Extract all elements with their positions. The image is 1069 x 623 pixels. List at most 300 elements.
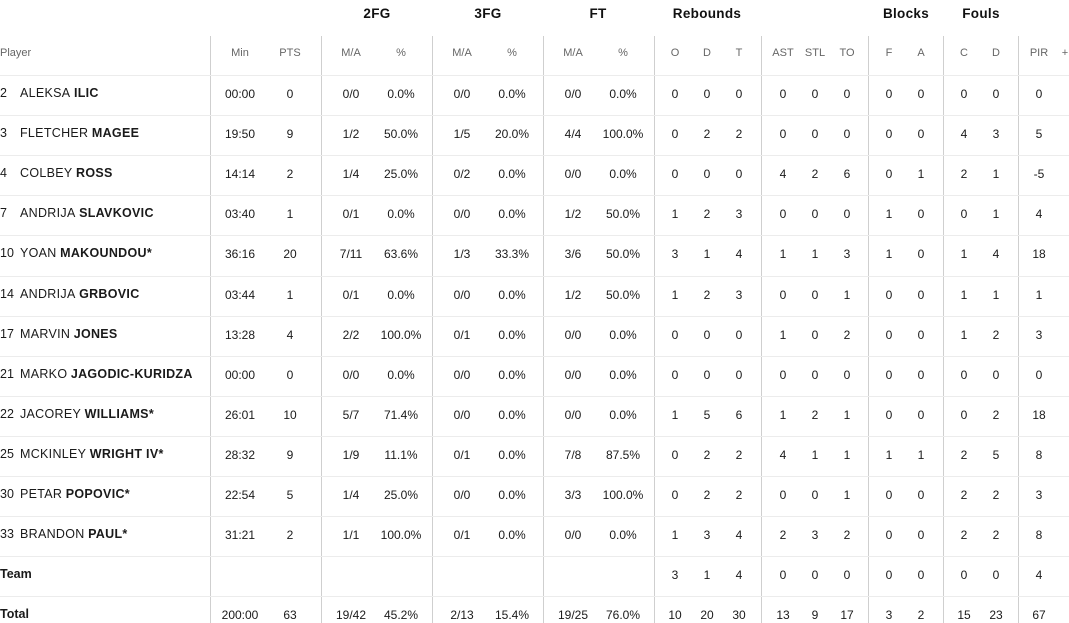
stat-cell: 1 <box>671 528 679 543</box>
player-first-name: COLBEY <box>20 166 73 181</box>
column-header: M/A <box>563 47 583 59</box>
player-last-name: JONES <box>73 326 118 341</box>
stat-cell: 4 <box>779 167 787 182</box>
stat-cell: 1 <box>843 287 851 302</box>
stat-cell: 0 <box>703 327 711 342</box>
stat-cell: 8 <box>1035 447 1043 462</box>
stat-cell: 50.0% <box>605 207 641 222</box>
stat-cell: 0 <box>1035 87 1043 101</box>
group-header: 3FG <box>474 6 502 21</box>
stat-cell: 1 <box>703 247 711 262</box>
stat-cell: 4 <box>286 327 294 342</box>
stat-cell: 0/0 <box>453 488 471 502</box>
stat-cell: 1 <box>917 447 925 462</box>
column-header: AST <box>772 47 794 59</box>
stat-cell: 3 <box>703 528 711 543</box>
stat-cell: 0 <box>843 207 851 222</box>
column-header: PTS <box>279 47 301 59</box>
stat-cell: 4/4 <box>564 127 582 142</box>
player-last-name: WRIGHT IV* <box>89 446 164 461</box>
stat-cell: 0 <box>286 367 294 382</box>
stat-cell: 00:00 <box>224 87 256 101</box>
stat-cell: 1 <box>917 167 925 182</box>
stat-cell: 2 <box>703 488 711 502</box>
stat-cell: 31:21 <box>224 528 256 543</box>
stat-cell: 0.0% <box>498 207 526 222</box>
stat-cell: 1 <box>703 568 711 583</box>
stat-cell: 0 <box>885 568 893 583</box>
stat-cell: 0 <box>917 488 925 502</box>
stat-cell: 45.2% <box>383 608 419 623</box>
stat-cell: 4 <box>992 247 1000 262</box>
stat-cell: 0 <box>885 327 893 342</box>
player-first-name: MCKINLEY <box>20 446 87 461</box>
stat-cell: 0 <box>992 367 1000 382</box>
stat-cell: 0 <box>671 87 679 101</box>
stat-cell: 1/5 <box>453 127 471 142</box>
stat-cell: 17 <box>840 608 854 623</box>
row-divider <box>0 596 1069 597</box>
stat-cell: 0.0% <box>498 167 526 182</box>
stat-cell: 0 <box>917 287 925 302</box>
column-divider <box>321 36 322 623</box>
stat-cell: 0.0% <box>609 327 637 342</box>
stat-cell: 0/0 <box>564 87 582 101</box>
stat-cell: 1/4 <box>342 488 360 502</box>
stat-cell: 0 <box>960 407 968 422</box>
column-divider <box>543 36 544 623</box>
stat-cell: 0 <box>671 447 679 462</box>
stat-cell: 11.1% <box>384 447 418 462</box>
player-first-name: FLETCHER <box>20 126 89 141</box>
stat-cell: 2 <box>960 167 968 182</box>
stat-cell: 4 <box>1035 568 1043 583</box>
player-number: 17 <box>0 326 14 341</box>
stat-cell: 200:00 <box>221 608 259 623</box>
stat-cell: 22:54 <box>224 488 256 502</box>
player-last-name: JAGODIC-KURIDZA <box>70 366 193 381</box>
stat-cell: 1 <box>671 407 679 422</box>
group-header: Fouls <box>962 6 1000 21</box>
player-number: 2 <box>0 86 7 100</box>
stat-cell: 0 <box>917 207 925 222</box>
stat-cell: 63.6% <box>383 247 419 262</box>
stat-cell: 50.0% <box>605 247 641 262</box>
stat-cell: 0.0% <box>498 367 526 382</box>
stat-cell: 100.0% <box>602 127 644 142</box>
stat-cell: 0/0 <box>453 87 471 101</box>
stat-cell: 20 <box>700 608 714 623</box>
stat-cell: 0 <box>286 87 294 101</box>
player-first-name: YOAN <box>20 246 57 261</box>
stat-cell: 0/0 <box>453 367 471 382</box>
stat-cell: 13:28 <box>224 327 256 342</box>
stat-cell: 0 <box>843 127 851 142</box>
stat-cell: 9 <box>811 608 819 623</box>
stat-cell: 2 <box>735 447 743 462</box>
stat-cell: 13 <box>776 608 790 623</box>
stat-cell: 3 <box>671 568 679 583</box>
stat-cell: 0.0% <box>609 87 637 101</box>
stat-cell: 0/0 <box>453 407 471 422</box>
player-last-name: GRBOVIC <box>79 286 140 301</box>
stat-cell: 4 <box>960 127 968 142</box>
stat-cell: 7/8 <box>564 447 582 462</box>
stat-cell: 0 <box>671 167 679 182</box>
stat-cell: 0 <box>735 327 743 342</box>
player-number: 21 <box>0 366 14 381</box>
player-name[interactable] <box>0 487 130 501</box>
player-last-name: SLAVKOVIC <box>79 206 154 221</box>
group-header: 2FG <box>363 6 391 21</box>
stat-cell: 0.0% <box>498 528 526 543</box>
stat-cell: 100.0% <box>380 528 422 543</box>
stat-cell: 2 <box>960 447 968 462</box>
stat-cell: 0 <box>960 367 968 382</box>
stat-cell: 0 <box>735 167 743 182</box>
stat-cell: 1 <box>671 207 679 222</box>
stat-cell: 1/3 <box>453 247 471 262</box>
player-column-header: Player <box>0 47 32 59</box>
group-header: Blocks <box>882 6 930 21</box>
player-last-name: PAUL* <box>88 527 128 542</box>
stat-cell: 9 <box>286 127 294 142</box>
stat-cell: 0 <box>917 127 925 142</box>
player-number: 22 <box>0 406 14 421</box>
column-header: PIR <box>1029 47 1049 59</box>
row-divider <box>0 436 1069 437</box>
player-last-name: MAGEE <box>91 126 140 141</box>
stat-cell: 1 <box>960 287 968 302</box>
stat-cell: 0/0 <box>564 528 582 543</box>
stat-cell: 5 <box>992 447 1000 462</box>
stat-cell: 1 <box>992 207 1000 222</box>
stat-cell: 0 <box>885 528 893 543</box>
stat-cell: 0 <box>843 367 851 382</box>
column-divider <box>761 36 762 623</box>
stat-cell: 1 <box>811 247 819 262</box>
stat-cell: 18 <box>1032 407 1046 422</box>
stat-cell: 0.0% <box>609 528 637 543</box>
stat-cell: 33.3% <box>494 247 530 262</box>
stat-cell: 0 <box>885 367 893 382</box>
stat-cell: 2 <box>960 528 968 543</box>
row-divider <box>0 396 1069 397</box>
row-divider <box>0 155 1069 156</box>
team-label: Team <box>0 567 32 582</box>
stat-cell: 0 <box>992 87 1000 101</box>
stat-cell: 2 <box>992 528 1000 543</box>
stat-cell: 100.0% <box>602 488 644 502</box>
player-number: 4 <box>0 166 7 181</box>
stat-cell: 1 <box>992 167 1000 182</box>
stat-cell: 23 <box>989 608 1003 623</box>
stat-cell: 36:16 <box>224 247 256 262</box>
stat-cell: 3 <box>671 247 679 262</box>
stat-cell: 0 <box>811 87 819 101</box>
stat-cell: 0 <box>735 87 743 101</box>
stat-cell: 25.0% <box>383 167 419 182</box>
stat-cell: 0.0% <box>498 447 526 462</box>
stat-cell: 2 <box>811 167 819 182</box>
player-first-name: PETAR <box>20 487 63 501</box>
column-divider <box>654 36 655 623</box>
stat-cell: 0 <box>917 247 925 262</box>
stat-cell: 0 <box>885 127 893 142</box>
player-number: 30 <box>0 487 14 501</box>
stat-cell: 10 <box>283 407 297 422</box>
stat-cell: 0/0 <box>342 87 360 101</box>
stat-cell: 0 <box>671 327 679 342</box>
column-header: D <box>703 47 711 59</box>
player-name[interactable] <box>0 367 193 381</box>
stat-cell: 0 <box>885 167 893 182</box>
column-header: D <box>992 47 1000 59</box>
stat-cell: 0 <box>671 367 679 382</box>
stat-cell: 5 <box>1035 127 1043 142</box>
player-name[interactable] <box>0 287 140 301</box>
stat-cell: 2/2 <box>342 327 360 342</box>
row-divider <box>0 195 1069 196</box>
stat-cell: 8 <box>1035 528 1043 543</box>
stat-cell: 0/1 <box>453 447 471 462</box>
stat-cell: 1 <box>885 447 893 462</box>
column-header: % <box>396 47 406 59</box>
player-first-name: ANDRIJA <box>20 206 76 221</box>
stat-cell: 25.0% <box>383 488 419 502</box>
stat-cell: 0/1 <box>342 207 360 222</box>
stat-cell: 19/42 <box>335 608 367 623</box>
column-header: M/A <box>341 47 361 59</box>
stat-cell: 1 <box>286 207 294 222</box>
stat-cell: 0 <box>735 367 743 382</box>
player-number: 3 <box>0 126 7 141</box>
stat-cell: 2 <box>286 167 294 182</box>
stat-cell: 2 <box>992 407 1000 422</box>
stat-cell: 0 <box>779 207 787 222</box>
stat-cell: 0.0% <box>387 367 415 382</box>
player-name[interactable] <box>0 126 139 140</box>
stat-cell: 0 <box>811 568 819 583</box>
stat-cell: 0 <box>779 127 787 142</box>
stat-cell: 28:32 <box>224 447 256 462</box>
player-number: 14 <box>0 286 14 301</box>
player-number: 10 <box>0 246 14 261</box>
stat-cell: 1 <box>811 447 819 462</box>
column-header: + <box>1061 47 1069 59</box>
stat-cell: 0 <box>960 207 968 222</box>
stat-cell: 87.5% <box>605 447 641 462</box>
group-header: Rebounds <box>672 6 742 21</box>
stat-cell: 1 <box>779 247 787 262</box>
player-name[interactable] <box>0 527 128 541</box>
column-divider <box>432 36 433 623</box>
stat-cell: 00:00 <box>224 367 256 382</box>
player-name[interactable] <box>0 86 99 100</box>
stat-cell: 1/2 <box>342 127 360 142</box>
stat-cell: 03:40 <box>224 207 256 222</box>
stat-cell: 0 <box>811 367 819 382</box>
stat-cell: 0 <box>885 87 893 101</box>
stat-cell: 0 <box>843 87 851 101</box>
stat-cell: 4 <box>735 528 743 543</box>
stat-cell: 2 <box>703 447 711 462</box>
stat-cell: 1 <box>960 247 968 262</box>
stat-cell: 0 <box>917 87 925 101</box>
stat-cell: 18 <box>1032 247 1046 262</box>
stat-cell: 67 <box>1032 608 1046 623</box>
stat-cell: 0 <box>671 488 679 502</box>
stat-cell: 3 <box>1035 327 1043 342</box>
stat-cell: 3/6 <box>564 247 582 262</box>
stat-cell: 15.4% <box>494 608 530 623</box>
column-header: Min <box>231 47 249 59</box>
stat-cell: 0 <box>960 87 968 101</box>
player-name[interactable] <box>0 206 154 220</box>
stat-cell: 7/11 <box>339 247 363 262</box>
column-divider <box>1018 36 1019 623</box>
stat-cell: 19/25 <box>557 608 589 623</box>
player-last-name: WILLIAMS* <box>84 406 154 421</box>
stat-cell: 3 <box>1035 488 1043 502</box>
stat-cell: 1/4 <box>342 167 360 182</box>
player-last-name: ROSS <box>76 166 113 181</box>
stat-cell: 3/3 <box>564 488 582 502</box>
stat-cell: 0 <box>703 167 711 182</box>
stat-cell: 0 <box>885 407 893 422</box>
stat-cell: 0.0% <box>498 327 526 342</box>
player-name[interactable] <box>0 166 113 180</box>
row-divider <box>0 476 1069 477</box>
stat-cell: 0/0 <box>564 407 582 422</box>
stat-cell: 5 <box>286 488 294 502</box>
stat-cell: 0.0% <box>609 367 637 382</box>
player-number: 33 <box>0 527 14 542</box>
row-divider <box>0 115 1069 116</box>
stat-cell: 0 <box>917 528 925 543</box>
stat-cell: 0/1 <box>342 287 360 302</box>
stat-cell: -5 <box>1033 167 1045 182</box>
stat-cell: 1 <box>843 407 851 422</box>
stat-cell: 0/0 <box>564 327 582 342</box>
stat-cell: 1 <box>885 207 893 222</box>
stat-cell: 2 <box>960 488 968 502</box>
stat-cell: 2/13 <box>450 608 474 623</box>
stat-cell: 0 <box>811 207 819 222</box>
stat-cell: 2 <box>843 327 851 342</box>
row-divider <box>0 75 1069 76</box>
stat-cell: 3 <box>811 528 819 543</box>
player-name[interactable] <box>0 447 164 461</box>
stat-cell: 4 <box>1035 207 1043 222</box>
stat-cell: 50.0% <box>605 287 641 302</box>
row-divider <box>0 235 1069 236</box>
stat-cell: 0 <box>671 127 679 142</box>
stat-cell: 0/0 <box>453 207 471 222</box>
player-last-name: POPOVIC* <box>65 487 130 501</box>
stat-cell: 50.0% <box>383 127 419 142</box>
stat-cell: 0 <box>703 367 711 382</box>
stat-cell: 0/2 <box>453 167 471 182</box>
stat-cell: 3 <box>843 247 851 262</box>
player-name[interactable] <box>0 246 152 260</box>
stat-cell: 1 <box>671 287 679 302</box>
column-header: F <box>885 47 893 59</box>
stat-cell: 20 <box>283 247 297 262</box>
stat-cell: 4 <box>735 247 743 262</box>
column-divider <box>868 36 869 623</box>
stat-cell: 30 <box>732 608 746 623</box>
stat-cell: 1 <box>779 407 787 422</box>
player-name[interactable] <box>0 407 154 421</box>
stat-cell: 1 <box>286 287 294 302</box>
stat-cell: 0 <box>885 488 893 502</box>
stat-cell: 20.0% <box>494 127 530 142</box>
stat-cell: 0 <box>779 367 787 382</box>
stat-cell: 0.0% <box>609 167 637 182</box>
stat-cell: 4 <box>735 568 743 583</box>
stat-cell: 2 <box>779 528 787 543</box>
stat-cell: 26:01 <box>224 407 256 422</box>
stat-cell: 0 <box>992 568 1000 583</box>
stat-cell: 1 <box>843 447 851 462</box>
column-header: C <box>960 47 968 59</box>
stat-cell: 2 <box>992 327 1000 342</box>
row-divider <box>0 316 1069 317</box>
stat-cell: 5/7 <box>342 407 360 422</box>
stat-cell: 0 <box>779 488 787 502</box>
stat-cell: 0.0% <box>498 488 526 502</box>
column-header: O <box>670 47 680 59</box>
stat-cell: 0/1 <box>453 528 471 543</box>
stat-cell: 2 <box>735 488 743 502</box>
stat-cell: 71.4% <box>383 407 419 422</box>
stat-cell: 100.0% <box>380 327 422 342</box>
stat-cell: 9 <box>286 447 294 462</box>
player-first-name: BRANDON <box>20 527 85 542</box>
stat-cell: 0 <box>779 568 787 583</box>
stat-cell: 0 <box>703 87 711 101</box>
stat-cell: 5 <box>703 407 711 422</box>
stat-cell: 19:50 <box>224 127 256 142</box>
column-divider <box>943 36 944 623</box>
stat-cell: 6 <box>735 407 743 422</box>
stat-cell: 3 <box>735 287 743 302</box>
stat-cell: 1/2 <box>564 287 582 302</box>
player-first-name: MARVIN <box>20 326 71 341</box>
stat-cell: 3 <box>992 127 1000 142</box>
stat-cell: 1/2 <box>564 207 582 222</box>
stat-cell: 0 <box>917 367 925 382</box>
player-last-name: ILIC <box>73 86 99 100</box>
stat-cell: 0 <box>917 407 925 422</box>
stat-cell: 1 <box>1035 287 1043 302</box>
stat-cell: 10 <box>668 608 682 623</box>
player-first-name: JACOREY <box>20 406 82 421</box>
stat-cell: 1 <box>960 327 968 342</box>
player-name[interactable] <box>0 327 118 341</box>
stat-cell: 2 <box>992 488 1000 502</box>
stat-cell: 2 <box>843 528 851 543</box>
row-divider <box>0 276 1069 277</box>
stat-cell: 0 <box>960 568 968 583</box>
column-header: STL <box>804 47 826 59</box>
group-header: FT <box>589 6 607 21</box>
stat-cell: 0.0% <box>498 87 526 101</box>
stat-cell: 0 <box>779 87 787 101</box>
stat-cell: 0.0% <box>387 87 415 101</box>
stat-cell: 15 <box>957 608 971 623</box>
